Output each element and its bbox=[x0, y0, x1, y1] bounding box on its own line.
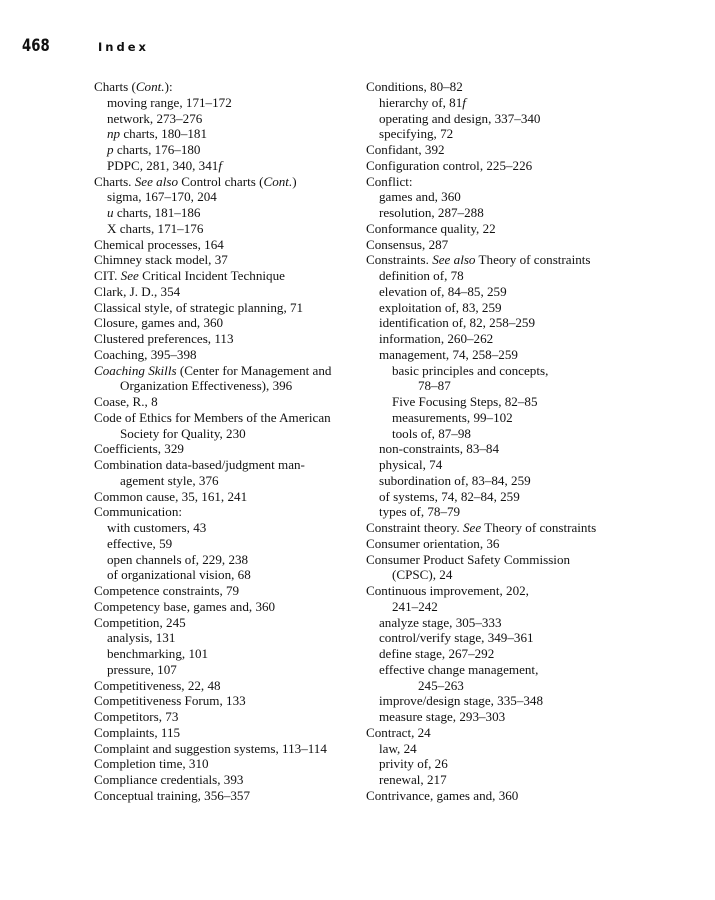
index-entry-text: f bbox=[218, 157, 222, 173]
index-entry bbox=[94, 441, 359, 457]
index-entry bbox=[366, 331, 706, 347]
index-entry-text: law, 24 bbox=[379, 740, 417, 756]
index-entry-text: Cont. bbox=[263, 173, 293, 189]
index-entry bbox=[94, 725, 359, 741]
index-entry-text: 245–263 bbox=[418, 677, 464, 693]
index-entry-text: f bbox=[462, 94, 466, 110]
index-entry-text: Theory of constraints bbox=[475, 252, 591, 268]
index-entry bbox=[94, 268, 359, 284]
index-entry bbox=[366, 772, 706, 788]
index-entry bbox=[366, 552, 706, 568]
index-entry bbox=[94, 646, 359, 662]
index-entry bbox=[366, 457, 706, 473]
index-entry-text: Conflict: bbox=[366, 173, 413, 189]
index-entry-text: Contract, 24 bbox=[366, 724, 431, 740]
index-entry-text: definition of, 78 bbox=[379, 268, 464, 283]
index-entry bbox=[366, 126, 706, 142]
index-entry-text: benchmarking, 101 bbox=[107, 646, 209, 661]
index-entry-text: games and, 360 bbox=[379, 189, 461, 205]
index-entry bbox=[366, 709, 706, 725]
index-entry bbox=[366, 583, 706, 599]
index-entry bbox=[94, 583, 359, 599]
index-entry-text: Consumer Product Safety Commission bbox=[366, 551, 571, 567]
index-entry bbox=[366, 788, 706, 804]
index-entry-text: Coaching, 395–398 bbox=[94, 346, 197, 362]
index-entry-text: pressure, 107 bbox=[107, 661, 177, 677]
index-entry bbox=[366, 599, 706, 615]
index-entry-text: Completion time, 310 bbox=[94, 756, 209, 772]
index-entry-text: (CPSC), 24 bbox=[392, 567, 453, 583]
index-entry-text: p bbox=[107, 142, 114, 157]
index-entry bbox=[366, 756, 706, 772]
index-entry-text: See also bbox=[432, 252, 476, 268]
index-entry-text: Consumer orientation, 36 bbox=[366, 535, 500, 551]
index-entry-text: Clark, J. D., 354 bbox=[94, 283, 181, 299]
index-entry bbox=[366, 363, 706, 379]
index-entry bbox=[94, 662, 359, 678]
index-entry bbox=[94, 772, 359, 788]
index-entry-text: Five Focusing Steps, 82–85 bbox=[392, 394, 538, 409]
index-entry bbox=[94, 709, 359, 725]
index-entry-text: Consensus, 287 bbox=[366, 236, 449, 252]
index-entry bbox=[94, 536, 359, 552]
index-entry bbox=[366, 646, 706, 662]
index-entry-text: Complaint and suggestion systems, 113–114 bbox=[94, 740, 327, 756]
index-entry-text: of systems, 74, 82–84, 259 bbox=[379, 488, 520, 504]
index-entry bbox=[94, 126, 359, 142]
index-entry bbox=[366, 536, 706, 552]
index-entry-text: See bbox=[462, 520, 482, 535]
index-entry-text: Configuration control, 225–226 bbox=[366, 157, 533, 173]
index-entry-text: physical, 74 bbox=[379, 457, 443, 472]
index-entry bbox=[94, 504, 359, 520]
index-entry-text: measurements, 99–102 bbox=[392, 409, 513, 425]
index-entry bbox=[366, 441, 706, 457]
index-entry bbox=[366, 237, 706, 253]
index-entry bbox=[366, 426, 706, 442]
index-entry-text: of organizational vision, 68 bbox=[107, 567, 251, 583]
index-entry-text: identification of, 82, 258–259 bbox=[379, 315, 536, 331]
index-entry bbox=[94, 174, 359, 190]
index-entry-text: non-constraints, 83–84 bbox=[379, 441, 500, 457]
index-entry-text: Charts. bbox=[94, 173, 135, 189]
index-entry bbox=[94, 520, 359, 536]
index-entry bbox=[94, 599, 359, 615]
index-entry bbox=[366, 284, 706, 300]
index-entry-text: moving range, 171–172 bbox=[107, 94, 232, 110]
index-entry bbox=[94, 111, 359, 127]
index-entry bbox=[94, 331, 359, 347]
index-entry bbox=[94, 189, 359, 205]
index-entry-text: See also bbox=[134, 173, 179, 189]
index-entry-text: Critical Incident Technique bbox=[138, 268, 285, 283]
index-entry bbox=[94, 158, 359, 174]
index-entry-text: Constraint theory. bbox=[366, 520, 463, 535]
index-entry-text: u bbox=[107, 205, 114, 220]
index-entry bbox=[94, 315, 359, 331]
index-entry-text: Theory of constraints bbox=[481, 520, 597, 535]
index-entry-text: measure stage, 293–303 bbox=[379, 709, 506, 724]
index-entry bbox=[366, 252, 706, 268]
index-entry-text: Conformance quality, 22 bbox=[366, 220, 496, 236]
index-entry-text: Compliance credentials, 393 bbox=[94, 772, 244, 787]
index-entry-text: Coase, R., 8 bbox=[94, 394, 158, 409]
index-entry-text: resolution, 287–288 bbox=[379, 205, 484, 220]
index-entry-text: Contrivance, games and, 360 bbox=[366, 787, 519, 803]
index-entry bbox=[94, 378, 359, 394]
index-entry bbox=[94, 410, 359, 426]
index-entry-text: with customers, 43 bbox=[107, 520, 207, 535]
index-entry-text: exploitation of, 83, 259 bbox=[379, 299, 502, 315]
index-entry bbox=[366, 615, 706, 631]
index-entry bbox=[366, 693, 706, 709]
index-entry bbox=[366, 567, 706, 583]
index-entry-text: renewal, 217 bbox=[379, 772, 447, 787]
index-entry-text: analyze stage, 305–333 bbox=[379, 614, 502, 630]
index-entry-text: specifying, 72 bbox=[379, 126, 454, 142]
index-entry-text: Chemical processes, 164 bbox=[94, 236, 224, 252]
index-entry bbox=[366, 300, 706, 316]
index-entry-text: X charts, 171–176 bbox=[107, 220, 204, 236]
index-entry-text: types of, 78–79 bbox=[379, 504, 461, 520]
index-entry-text: effective change management, bbox=[379, 661, 539, 677]
index-entry-text: 78–87 bbox=[418, 378, 451, 394]
index-entry bbox=[366, 741, 706, 757]
index-entry-text: Communication: bbox=[94, 504, 183, 520]
index-entry bbox=[94, 741, 359, 757]
index-entry-text: ) bbox=[292, 173, 297, 189]
index-entry bbox=[366, 662, 706, 678]
index-entry-text: charts, 176–180 bbox=[113, 142, 201, 157]
index-entry-text: Continuous improvement, 202, bbox=[366, 583, 529, 598]
index-column-left bbox=[94, 79, 359, 804]
index-entry-text: elevation of, 84–85, 259 bbox=[379, 283, 507, 299]
index-entry-text: subordination of, 83–84, 259 bbox=[379, 472, 531, 488]
index-entry-text: Coaching Skills bbox=[94, 362, 177, 378]
index-entry bbox=[94, 205, 359, 221]
index-entry bbox=[94, 756, 359, 772]
index-entry-text: Conditions, 80–82 bbox=[366, 79, 463, 94]
index-entry bbox=[94, 426, 359, 442]
index-entry-text: np bbox=[107, 126, 121, 142]
section-title: Index bbox=[98, 40, 149, 54]
index-entry bbox=[94, 394, 359, 410]
index-entry bbox=[366, 142, 706, 158]
index-entry bbox=[366, 473, 706, 489]
index-entry bbox=[366, 111, 706, 127]
index-entry bbox=[94, 457, 359, 473]
index-entry bbox=[366, 189, 706, 205]
index-entry-text: Charts ( bbox=[94, 79, 136, 94]
index-entry bbox=[94, 693, 359, 709]
index-entry-text: Constraints. bbox=[366, 252, 433, 268]
index-entry-text: effective, 59 bbox=[107, 535, 173, 551]
index-entry-text: Coefficients, 329 bbox=[94, 441, 184, 457]
index-entry bbox=[366, 315, 706, 331]
index-entry bbox=[94, 473, 359, 489]
index-entry-text: Control charts ( bbox=[178, 173, 264, 189]
index-entry bbox=[366, 95, 706, 111]
index-entry-text: management, 74, 258–259 bbox=[379, 346, 518, 362]
index-entry-text: Society for Quality, 230 bbox=[120, 425, 246, 441]
page-number: 468 bbox=[22, 36, 50, 56]
index-entry bbox=[94, 252, 359, 268]
index-entry-text: Competitiveness, 22, 48 bbox=[94, 677, 221, 693]
index-entry-text: Complaints, 115 bbox=[94, 724, 181, 740]
index-entry-text: agement style, 376 bbox=[120, 472, 219, 488]
index-entry-text: Conceptual training, 356–357 bbox=[94, 787, 251, 803]
index-entry-text: hierarchy of, 81 bbox=[379, 94, 463, 110]
index-entry-text: operating and design, 337–340 bbox=[379, 110, 541, 126]
index-entry-text: Competition, 245 bbox=[94, 614, 186, 630]
index-entry-text: PDPC, 281, 340, 341 bbox=[107, 157, 219, 173]
index-entry bbox=[366, 520, 706, 536]
index-entry bbox=[366, 678, 706, 694]
index-entry bbox=[94, 615, 359, 631]
index-entry-text: Competence constraints, 79 bbox=[94, 583, 240, 598]
index-entry-text: privity of, 26 bbox=[379, 756, 448, 772]
index-entry-text: basic principles and concepts, bbox=[392, 362, 549, 378]
index-entry-text: charts, 180–181 bbox=[120, 126, 208, 142]
index-entry-text: Cont. bbox=[135, 79, 165, 94]
index-entry bbox=[94, 678, 359, 694]
index-entry-text: network, 273–276 bbox=[107, 110, 203, 126]
index-entry-text: Common cause, 35, 161, 241 bbox=[94, 488, 248, 504]
index-entry-text: information, 260–262 bbox=[379, 331, 494, 346]
index-entry bbox=[94, 552, 359, 568]
index-entry bbox=[366, 79, 706, 95]
index-entry bbox=[366, 504, 706, 520]
index-entry bbox=[94, 142, 359, 158]
index-entry-text: Organization Effectiveness), 396 bbox=[120, 378, 293, 394]
index-entry bbox=[366, 347, 706, 363]
index-entry-text: Closure, games and, 360 bbox=[94, 315, 224, 331]
index-entry bbox=[366, 221, 706, 237]
index-entry-text: See bbox=[120, 268, 139, 283]
index-entry-text: Competitiveness Forum, 133 bbox=[94, 693, 246, 709]
index-entry bbox=[94, 300, 359, 316]
index-entry bbox=[366, 489, 706, 505]
index-entry-text: Competency base, games and, 360 bbox=[94, 598, 276, 614]
index-entry bbox=[366, 158, 706, 174]
index-entry bbox=[366, 378, 706, 394]
index-entry bbox=[94, 347, 359, 363]
index-entry bbox=[94, 284, 359, 300]
index-entry-text: open channels of, 229, 238 bbox=[107, 551, 249, 567]
index-entry-text: Combination data-based/judgment man- bbox=[94, 457, 305, 472]
index-entry-text: CIT. bbox=[94, 268, 121, 283]
index-entry bbox=[366, 268, 706, 284]
index-entry-text: tools of, 87–98 bbox=[392, 425, 471, 441]
index-entry-text: Clustered preferences, 113 bbox=[94, 331, 234, 346]
running-head bbox=[22, 36, 149, 56]
index-entry-text: charts, 181–186 bbox=[113, 205, 201, 220]
index-column-right bbox=[366, 79, 706, 804]
index-entry-text: control/verify stage, 349–361 bbox=[379, 630, 534, 646]
index-entry bbox=[94, 630, 359, 646]
index-entry bbox=[366, 725, 706, 741]
index-entry-text: Chimney stack model, 37 bbox=[94, 252, 228, 268]
index-entry-text: improve/design stage, 335–348 bbox=[379, 693, 544, 709]
index-entry bbox=[366, 174, 706, 190]
index-entry-text: (Center for Management and bbox=[176, 362, 332, 378]
index-entry bbox=[94, 788, 359, 804]
index-entry-text: sigma, 167–170, 204 bbox=[107, 189, 217, 205]
index-entry bbox=[94, 567, 359, 583]
index-entry bbox=[94, 95, 359, 111]
index-entry bbox=[94, 237, 359, 253]
index-entry bbox=[366, 630, 706, 646]
index-entry bbox=[366, 394, 706, 410]
index-entry-text: ): bbox=[164, 79, 173, 94]
index-entry bbox=[94, 489, 359, 505]
index-entry-text: analysis, 131 bbox=[107, 630, 176, 646]
index-entry bbox=[94, 363, 359, 379]
index-entry-text: Code of Ethics for Members of the American bbox=[94, 409, 331, 425]
index-entry-text: Classical style, of strategic planning, 71 bbox=[94, 299, 304, 315]
index-entry bbox=[366, 410, 706, 426]
index-entry bbox=[94, 79, 359, 95]
index-entry-text: 241–242 bbox=[392, 598, 438, 614]
index-entry bbox=[366, 205, 706, 221]
index-entry-text: Competitors, 73 bbox=[94, 709, 179, 724]
index-entry-text: define stage, 267–292 bbox=[379, 646, 495, 661]
index-entry-text: Confidant, 392 bbox=[366, 142, 445, 157]
index-entry bbox=[94, 221, 359, 237]
